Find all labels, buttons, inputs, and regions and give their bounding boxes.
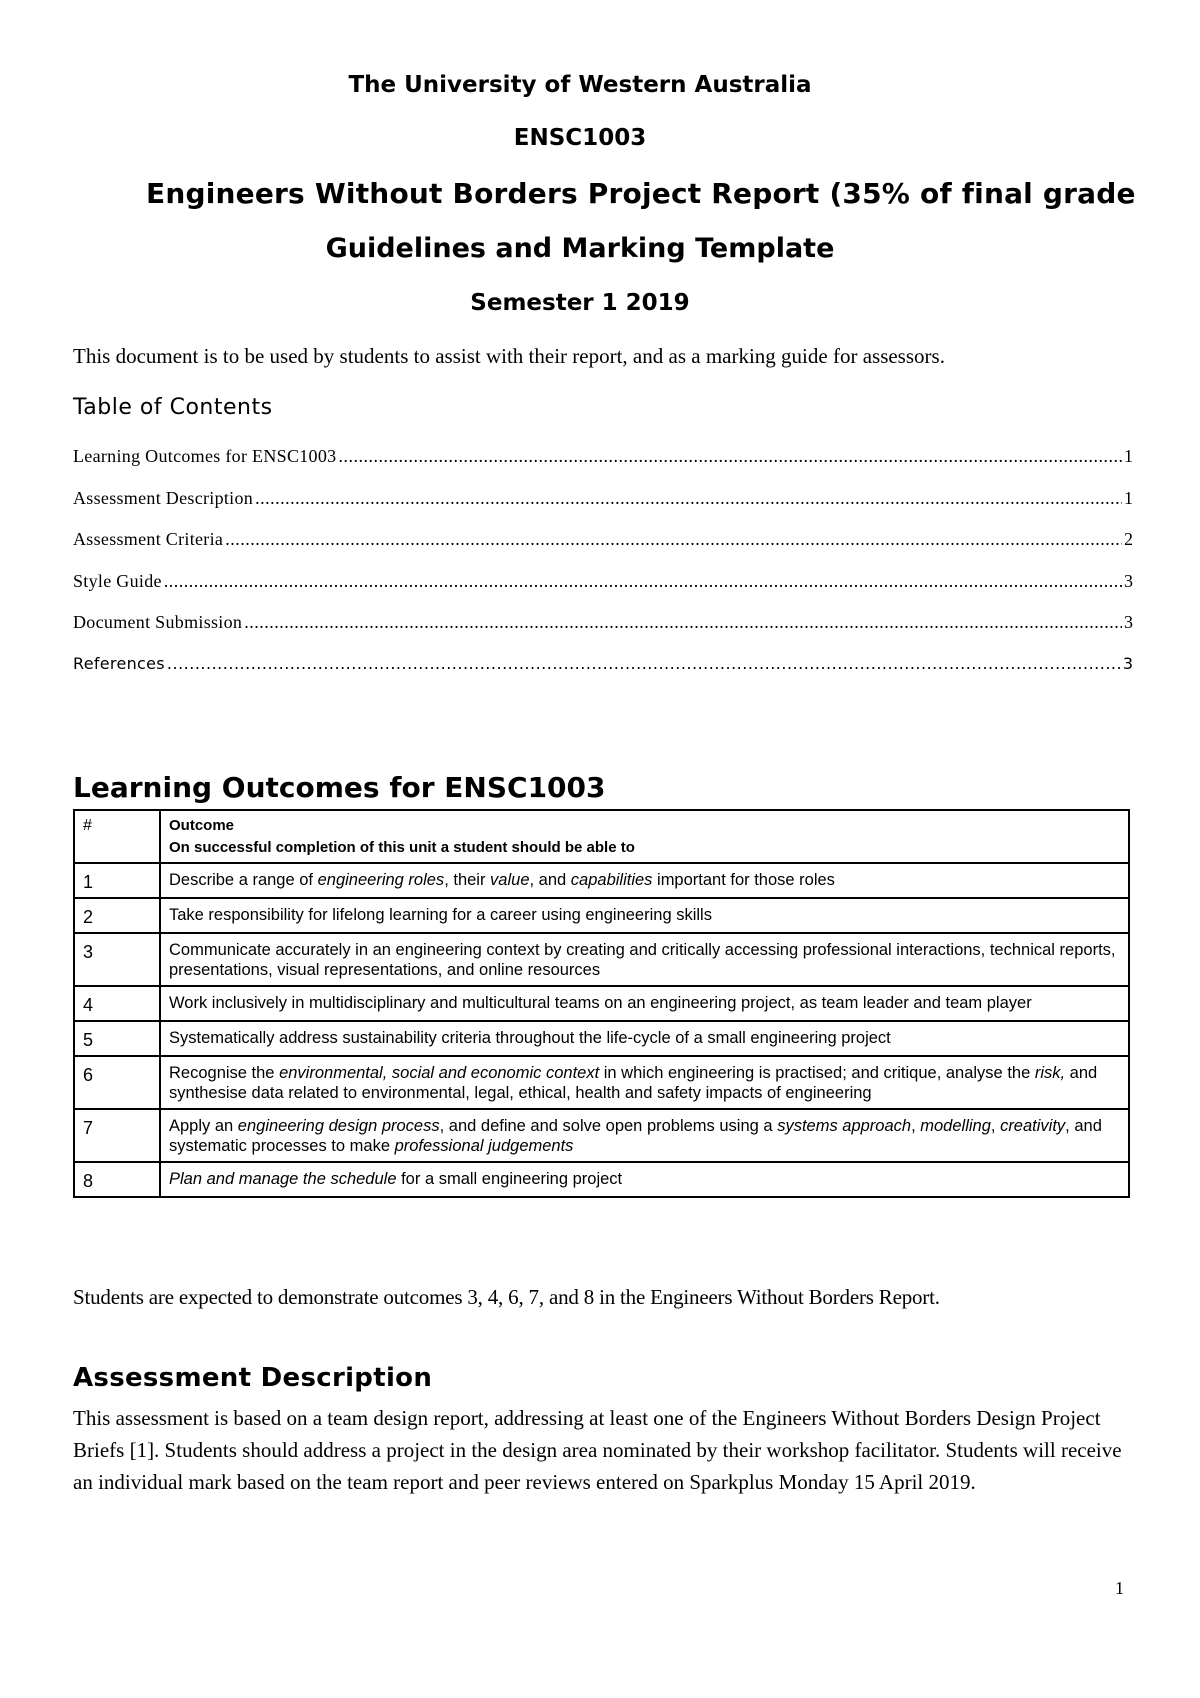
toc-leader [244,612,1122,633]
outcome-emphasis: creativity [1000,1117,1066,1135]
outcome-segment: Take responsibility for lifelong learning for a career using engineering skills [169,906,712,924]
header-outcome-title: Outcome [169,817,235,834]
outcome-segment: and synthesise data related to environmental, legal, ethical, health and safety impacts of engineering [169,1064,1098,1102]
toc-entry-label[interactable]: Document Submission [73,612,243,632]
toc-entry-label[interactable]: Assessment Description [73,487,254,508]
outcome-segment: for a small engineering project [396,1170,623,1188]
outcome-segment: Systematically address sustainability criteria throughout the life-cycle of a small engineering project [169,1029,891,1047]
outcome-number: 5 [74,1021,160,1056]
outcome-number: 2 [74,898,160,933]
toc-entry-page: 3 [1122,653,1133,673]
assessment-description-body: This assessment is based on a team design report, addressing at least one of the Engineers Without Borders Design Project Briefs [1]. Students should address a project in the design area nominated by their workshop facilitator. Students will receive an individual mark based on the team report and peer reviews entered on Sparkplus Monday 15 April 2019. [73,1406,1122,1494]
outcome-row [74,933,1129,986]
outcome-number: 1 [74,863,160,898]
university-name: The University of Western Australia [348,72,812,98]
toc-entry-label[interactable]: Learning Outcomes for ENSC1003 [73,446,337,466]
outcome-segment: , and systematic processes to make [169,1117,1102,1155]
outcome-text [160,1162,1129,1197]
semester-label: Semester 1 2019 [470,290,690,316]
outcome-row [74,986,1129,1021]
outcome-number: 7 [74,1109,160,1162]
outcome-number: 3 [74,933,160,986]
outcome-text [160,1056,1129,1109]
table-header-row [74,810,1129,863]
toc-entry-page: 2 [1124,529,1133,549]
outcome-segment: , and define and solve open problems using a [439,1117,778,1135]
outcome-text [160,933,1129,986]
outcome-emphasis: environmental, social and economic context [279,1064,600,1082]
outcome-row [74,1056,1129,1109]
outcome-emphasis: engineering design process [237,1117,440,1135]
assessment-description-heading: Assessment Description [73,1363,433,1393]
outcome-number: 8 [74,1162,160,1197]
outcome-emphasis: capabilities [570,871,653,889]
outcome-segment: , [911,1117,921,1135]
toc-leader [255,488,1122,509]
toc-entry-page: 3 [1124,612,1133,632]
outcome-emphasis: risk, [1034,1064,1066,1082]
outcome-segment: Describe a range of [169,871,318,889]
table-of-contents [73,446,1133,695]
toc-heading: Table of Contents [73,395,273,420]
outcome-emphasis: systems approach [777,1117,912,1135]
outcome-segment: Apply an [169,1117,238,1135]
outcome-emphasis: value [490,871,530,889]
outcome-segment: in which engineering is practised; and critique, analyse the [599,1064,1035,1082]
toc-entry[interactable] [73,529,1133,571]
header-outcome [160,810,1129,863]
toc-leader [164,571,1122,592]
toc-entry-page: 1 [1124,446,1133,466]
outcome-segment: , [990,1117,1001,1135]
outcome-segment: , their [444,871,491,889]
outcome-text [160,986,1129,1021]
outcome-emphasis: engineering roles [317,871,445,889]
learning-outcomes-heading: Learning Outcomes for ENSC1003 [73,771,606,804]
outcome-segment: Work inclusively in multidisciplinary and multicultural teams on an engineering project, as team leader and team player [169,994,1032,1012]
toc-leader [225,529,1122,550]
expected-outcomes-text: Students are expected to demonstrate outcomes 3, 4, 6, 7, and 8 in the Engineers Without Borders Report. [73,1285,940,1309]
document-subtitle: Guidelines and Marking Template [325,233,835,264]
outcome-text [160,898,1129,933]
outcome-emphasis: Plan and manage the schedule [169,1170,397,1188]
toc-entry-label[interactable]: Style Guide [73,570,162,591]
header-num: # [74,810,160,863]
outcome-number: 4 [74,986,160,1021]
toc-leader [167,654,1121,673]
outcome-row [74,1021,1129,1056]
outcome-segment: Communicate accurately in an engineering context by creating and critically accessing professional interactions, technical reports, presentations, visual representations, and online resources [169,941,1116,979]
course-code: ENSC1003 [513,125,647,151]
toc-entry[interactable] [73,612,1133,654]
outcome-emphasis: professional judgements [394,1137,574,1155]
toc-entry[interactable] [73,446,1133,488]
toc-entry[interactable] [73,654,1133,696]
page-number: 1 [1115,1578,1124,1598]
outcome-text [160,1109,1129,1162]
document-title: Engineers Without Borders Project Report (35% of final grade [146,177,1136,210]
header-outcome-sub: On successful completion of this unit a student should be able to [169,839,635,856]
intro-paragraph: This document is to be used by students to assist with their report, and as a marking guide for assessors. [73,344,945,368]
outcome-segment: , and [529,871,571,889]
outcome-row [74,863,1129,898]
toc-entry-label[interactable]: Assessment Criteria [73,529,224,549]
outcome-text [160,863,1129,898]
outcome-number: 6 [74,1056,160,1109]
toc-leader [338,446,1122,467]
outcome-emphasis: modelling [920,1117,991,1135]
outcome-segment: Recognise the [169,1064,280,1082]
toc-entry[interactable] [73,488,1133,530]
toc-entry-page: 3 [1124,570,1133,591]
outcome-row [74,898,1129,933]
outcome-row [74,1109,1129,1162]
toc-entry-label[interactable]: References [73,653,165,673]
toc-entry-page: 1 [1124,487,1133,508]
toc-entry[interactable] [73,571,1133,613]
outcome-row [74,1162,1129,1197]
outcome-text [160,1021,1129,1056]
outcome-segment: important for those roles [652,871,835,889]
learning-outcomes-table [73,809,1130,1198]
